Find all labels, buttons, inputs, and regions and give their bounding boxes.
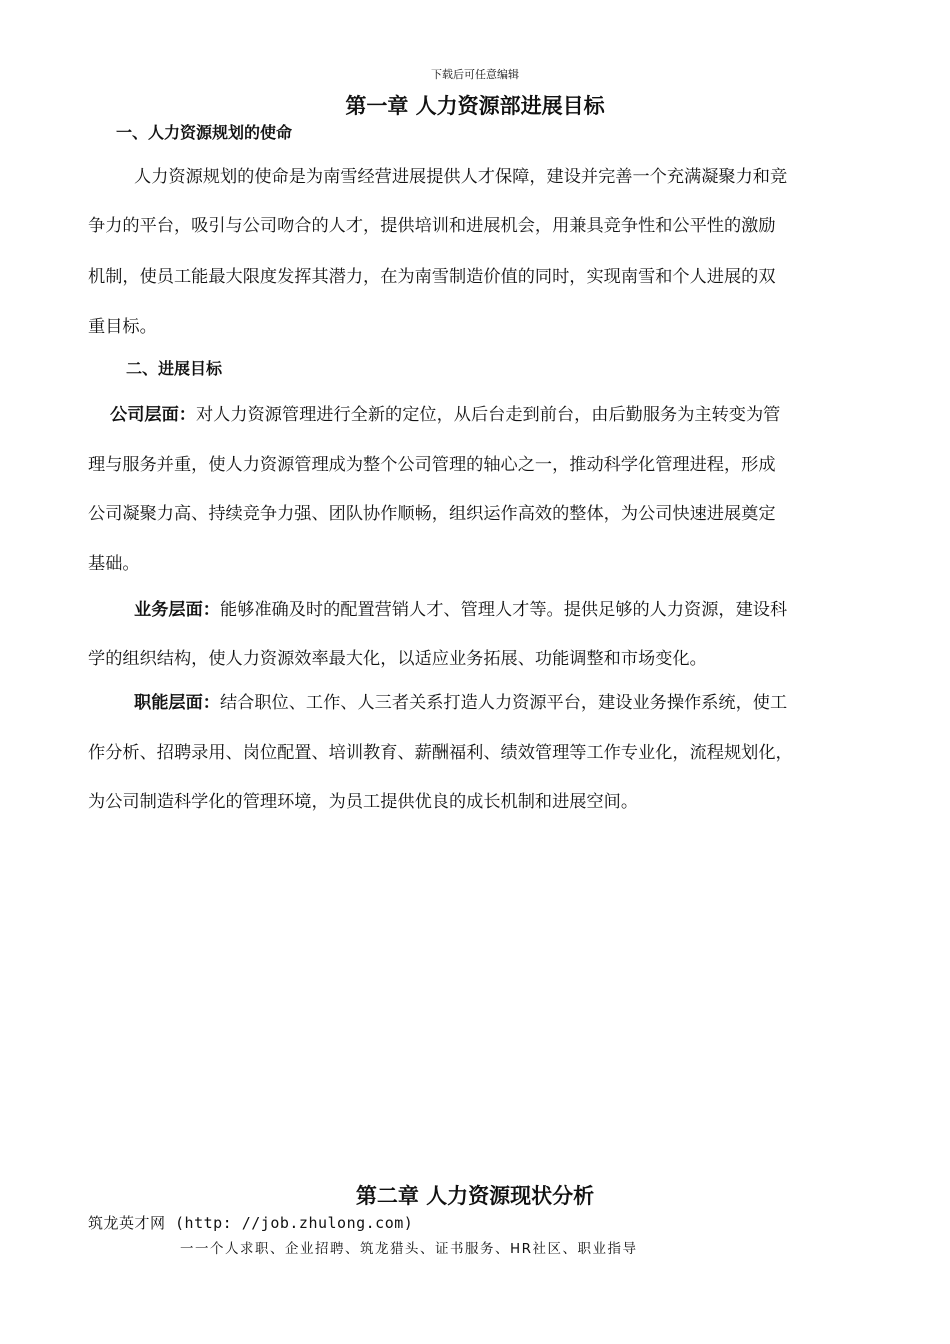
paragraph-line: 作分析、招聘录用、岗位配置、培训教育、薪酬福利、绩效管理等工作专业化，流程规划化，: [88, 743, 793, 763]
paragraph-line: 公司凝聚力高、持续竞争力强、团队协作顺畅，组织运作高效的整体，为公司快速进展奠定: [88, 504, 776, 524]
chapter-2-title: 第二章 人力资源现状分析: [355, 1184, 595, 1208]
paragraph-business-first: [134, 595, 787, 620]
paragraph-line: 人力资源规划的使命是为南雪经营进展提供人才保障，建设并完善一个充满凝聚力和竞: [134, 167, 788, 187]
paragraph-line: 学的组织结构，使人力资源效率最大化，以适应业务拓展、功能调整和市场变化。: [88, 649, 707, 669]
section-1-heading: 一、人力资源规划的使命: [116, 123, 293, 142]
company-level-label: 公司层面：: [110, 405, 196, 425]
business-level-label: 业务层面：: [134, 600, 220, 620]
function-level-text: 结合职位、工作、人三者关系打造人力资源平台，建设业务操作系统，使工: [219, 693, 788, 713]
paragraph-line: 理与服务并重，使人力资源管理成为整个公司管理的轴心之一，推动科学化管理进程，形成: [88, 455, 776, 475]
paragraph-line: 为公司制造科学化的管理环境，为员工提供优良的成长机制和进展空间。: [88, 792, 639, 812]
section-2-heading: 二、进展目标: [126, 359, 223, 378]
paragraph-function-first: [134, 688, 787, 713]
paragraph-line: 争力的平台，吸引与公司吻合的人才，提供培训和进展机会，用兼具竞争性和公平性的激励: [88, 216, 776, 236]
chapter-1-title: 第一章 人力资源部进展目标: [345, 94, 605, 118]
business-level-text: 能够准确及时的配置营销人才、管理人才等。提供足够的人力资源，建设科: [219, 600, 788, 620]
page-header: 下载后可任意编辑: [431, 68, 519, 81]
paragraph-company-first: [110, 400, 780, 425]
footer-services-line: 一一个人求职、企业招聘、筑龙猎头、证书服务、HR社区、职业指导: [180, 1241, 638, 1257]
paragraph-line: 机制，使员工能最大限度发挥其潜力，在为南雪制造价值的同时，实现南雪和个人进展的双: [88, 267, 776, 287]
paragraph-line: 基础。: [88, 554, 140, 574]
company-level-text: 对人力资源管理进行全新的定位，从后台走到前台，由后勤服务为主转变为管: [195, 405, 781, 425]
paragraph-line: 重目标。: [88, 317, 157, 337]
function-level-label: 职能层面：: [134, 693, 220, 713]
footer-site-line: 筑龙英才网 (http: //job.zhulong.com): [88, 1214, 414, 1232]
